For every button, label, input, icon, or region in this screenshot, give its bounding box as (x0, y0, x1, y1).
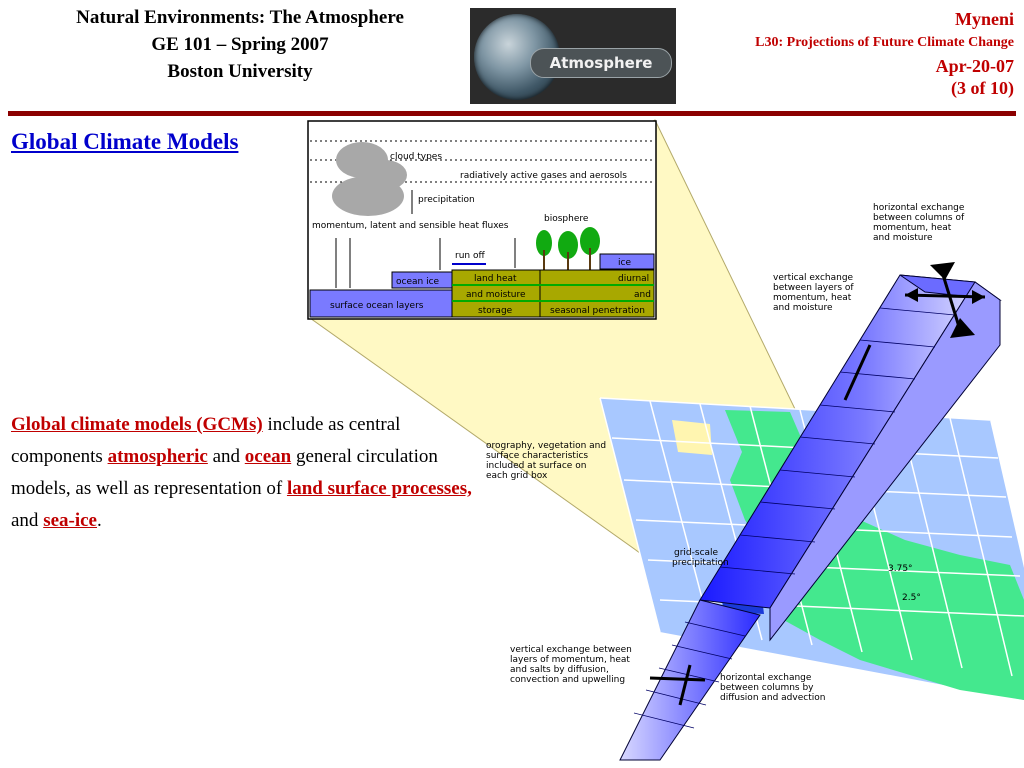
label-ice: ice (618, 258, 631, 268)
label-h-exchange-top-3: momentum, heat (873, 223, 952, 233)
label-diurnal: diurnal (618, 274, 650, 284)
term-ocean: ocean (244, 446, 292, 467)
label-deg-375: 3.75° (888, 564, 913, 574)
label-v-exchange-1: vertical exchange (773, 273, 854, 283)
label-momentum: momentum, latent and sensible heat fluxes (312, 221, 509, 231)
slide-title: Global Climate Models (11, 129, 239, 154)
label-orography-1: orography, vegetation and (486, 441, 607, 451)
label-and: and (634, 290, 651, 300)
label-v-ocean-2: layers of momentum, heat (510, 655, 630, 665)
label-orography-4: each grid box (486, 471, 548, 481)
label-surface-ocean: surface ocean layers (330, 301, 424, 311)
label-orography-3: included at surface on (486, 461, 587, 471)
body-and-1: and (207, 446, 245, 467)
label-v-ocean-1: vertical exchange between (510, 645, 632, 655)
label-v-exchange-4: and moisture (773, 303, 833, 313)
term-atmospheric: atmospheric (107, 446, 208, 467)
label-land-heat: land heat (474, 274, 517, 284)
slide-body (11, 409, 476, 537)
course-term: GE 101 – Spring 2007 (151, 34, 329, 55)
course-title: Natural Environments: The Atmosphere (76, 7, 404, 28)
label-h-ocean-2: between columns by (720, 683, 814, 693)
label-h-exchange-top-4: and moisture (873, 233, 933, 243)
body-and-2: and (11, 510, 44, 531)
label-h-ocean-1: horizontal exchange (720, 673, 812, 683)
label-v-exchange-3: momentum, heat (773, 293, 852, 303)
term-gcm: Global climate models (GCMs) (11, 414, 263, 435)
label-h-exchange-top-2: between columns of (873, 213, 965, 223)
label-orography-2: surface characteristics (486, 451, 589, 461)
author: Myneni (954, 9, 1014, 29)
label-v-ocean-4: convection and upwelling (510, 675, 626, 685)
body-text-2: general circulation models, as well as representation of (11, 446, 438, 499)
body-period: . (97, 510, 102, 531)
university: Boston University (167, 61, 313, 82)
term-sea-ice: sea-ice (43, 510, 97, 531)
label-deg-25: 2.5° (902, 593, 921, 603)
label-moisture: and moisture (466, 290, 526, 300)
label-storage: storage (478, 306, 513, 316)
lecture-date: Apr-20-07 (935, 56, 1014, 76)
term-land-surface: land surface processes, (286, 478, 472, 499)
page-number: (3 of 10) (951, 78, 1014, 98)
label-gridscale-2: precipitation (672, 558, 729, 568)
label-h-exchange-top-1: horizontal exchange (873, 203, 965, 213)
label-cloud-types: cloud types (390, 152, 443, 162)
logo-label: Atmosphere (530, 48, 672, 78)
inset-diagram (308, 121, 656, 319)
body-text-1: include as central components (11, 414, 401, 467)
lecture-title: L30: Projections of Future Climate Change (755, 35, 1014, 50)
label-seasonal: seasonal penetration (550, 306, 645, 316)
label-h-ocean-3: diffusion and advection (720, 693, 826, 703)
label-ocean-ice: ocean ice (396, 277, 440, 287)
label-v-exchange-2: between layers of (773, 283, 854, 293)
label-biosphere: biosphere (544, 214, 589, 224)
label-v-ocean-3: and salts by diffusion, (510, 665, 609, 675)
label-precipitation: precipitation (418, 195, 475, 205)
label-runoff: run off (455, 251, 485, 261)
label-radiative: radiatively active gases and aerosols (460, 171, 627, 181)
label-gridscale-1: grid-scale (674, 548, 719, 558)
